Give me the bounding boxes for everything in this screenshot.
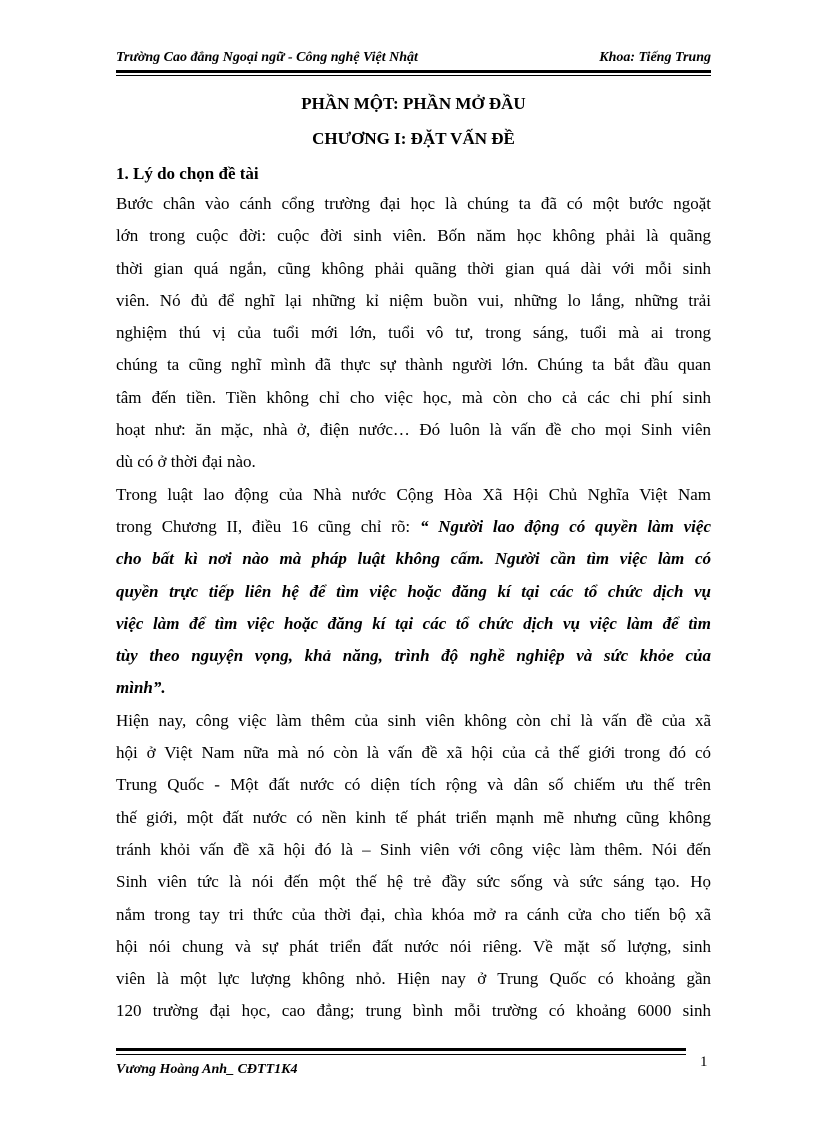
- footer-rule-thick: [116, 1048, 686, 1051]
- text-line: 120 trường đại học, cao đẳng; trung bình mỗi trường có khoảng 6000 sinh: [116, 1001, 711, 1021]
- text-line: nghiệm thú vị của tuổi mới lớn, tuổi vô tư, trong sáng, tuổi mà ai trong: [116, 323, 711, 343]
- body-text: [116, 188, 711, 1028]
- header-rule-thick: [116, 70, 711, 73]
- page-number: 1: [700, 1054, 708, 1070]
- text-line: lớn trong cuộc đời: cuộc đời sinh viên. Bốn năm học không phải là quãng: [116, 226, 711, 246]
- quote-start: “ Người lao động có quyền làm việc: [419, 516, 711, 536]
- text-line: hội ở Việt Nam nữa mà nó còn là vấn đề xã hội của cả thế giới trong đó có: [116, 743, 711, 763]
- quote-line: việc làm để tìm việc hoặc đăng kí tại các tổ chức dịch vụ việc làm để tìm: [116, 613, 711, 633]
- text-line: Sinh viên tức là nói đến một thế hệ trẻ đầy sức sống và sức sáng tạo. Họ: [116, 872, 711, 892]
- text-line: dù có ở thời đại nào.: [116, 452, 256, 472]
- text-line: chúng ta cũng nghĩ mình đã thực sự thành người lớn. Chúng ta bắt đầu quan: [116, 355, 711, 375]
- quote-line: tùy theo nguyện vọng, khả năng, trình độ nghề nghiệp và sức khỏe của: [116, 646, 711, 666]
- chapter-title: CHƯƠNG I: ĐẶT VẤN ĐỀ: [312, 129, 515, 148]
- text-line: Hiện nay, công việc làm thêm của sinh viên không còn chỉ là vấn đề của xã: [116, 710, 711, 730]
- text-line: tâm đến tiền. Tiền không chỉ cho việc học, mà còn cho cả các chi phí sinh: [116, 387, 711, 407]
- text-line: Trung Quốc - Một đất nước có diện tích rộng và dân số chiếm ưu thế trên: [116, 775, 711, 795]
- footer-author: Vương Hoàng Anh_ CĐTT1K4: [116, 1062, 298, 1077]
- part-title: PHẦN MỘT: PHẦN MỞ ĐẦU: [301, 94, 526, 113]
- text-line: viên. Nó đủ để nghĩ lại những kỉ niệm buồn vui, những lo lắng, những trải: [116, 290, 711, 310]
- header-school: Trường Cao đẳng Ngoại ngữ - Công nghệ Việt Nhật: [116, 50, 418, 65]
- quote-line: cho bất kì nơi nào mà pháp luật không cấm. Người cần tìm việc làm có: [116, 549, 711, 569]
- header-faculty: Khoa: Tiếng Trung: [599, 50, 711, 65]
- quote-line: mình”.: [116, 678, 166, 698]
- text-line: viên là một lực lượng không nhỏ. Hiện nay ở Trung Quốc có khoảng gần: [116, 969, 711, 989]
- text-line: Bước chân vào cánh cổng trường đại học là chúng ta đã có một bước ngoặt: [116, 194, 711, 213]
- text-line: tránh khỏi vấn đề xã hội đó là – Sinh viên với công việc làm thêm. Nói đến: [116, 839, 711, 859]
- text-line: thế giới, một đất nước có nền kinh tế phát triển mạnh mẽ nhưng cũng không: [116, 807, 711, 827]
- section-heading: 1. Lý do chọn đề tài: [116, 164, 259, 183]
- quote-line: quyền trực tiếp liên hệ để tìm việc hoặc đăng kí tại các tổ chức dịch vụ: [116, 581, 711, 601]
- text-line: nắm trong tay tri thức của thời đại, chìa khóa mở ra cánh cửa cho tiến bộ xã: [116, 904, 711, 924]
- text-line: Trong luật lao động của Nhà nước Cộng Hòa Xã Hội Chủ Nghĩa Việt Nam: [116, 484, 711, 504]
- page-header: [116, 48, 711, 68]
- text-plain: trong Chương II, điều 16 cũng chỉ rõ:: [116, 516, 420, 536]
- footer-rule-thin: [116, 1054, 686, 1055]
- header-rule-thin: [116, 75, 711, 76]
- text-line: thời gian quá ngắn, cũng không phải quãng thời gian quá dài với mỗi sinh: [116, 258, 711, 278]
- text-line: hội nói chung và sự phát triển đất nước nói riêng. Về mặt số lượng, sinh: [116, 936, 711, 956]
- text-line: hoạt như: ăn mặc, nhà ở, điện nước… Đó luôn là vấn đề cho mọi Sinh viên: [116, 420, 711, 440]
- text-line-mixed: [116, 511, 711, 543]
